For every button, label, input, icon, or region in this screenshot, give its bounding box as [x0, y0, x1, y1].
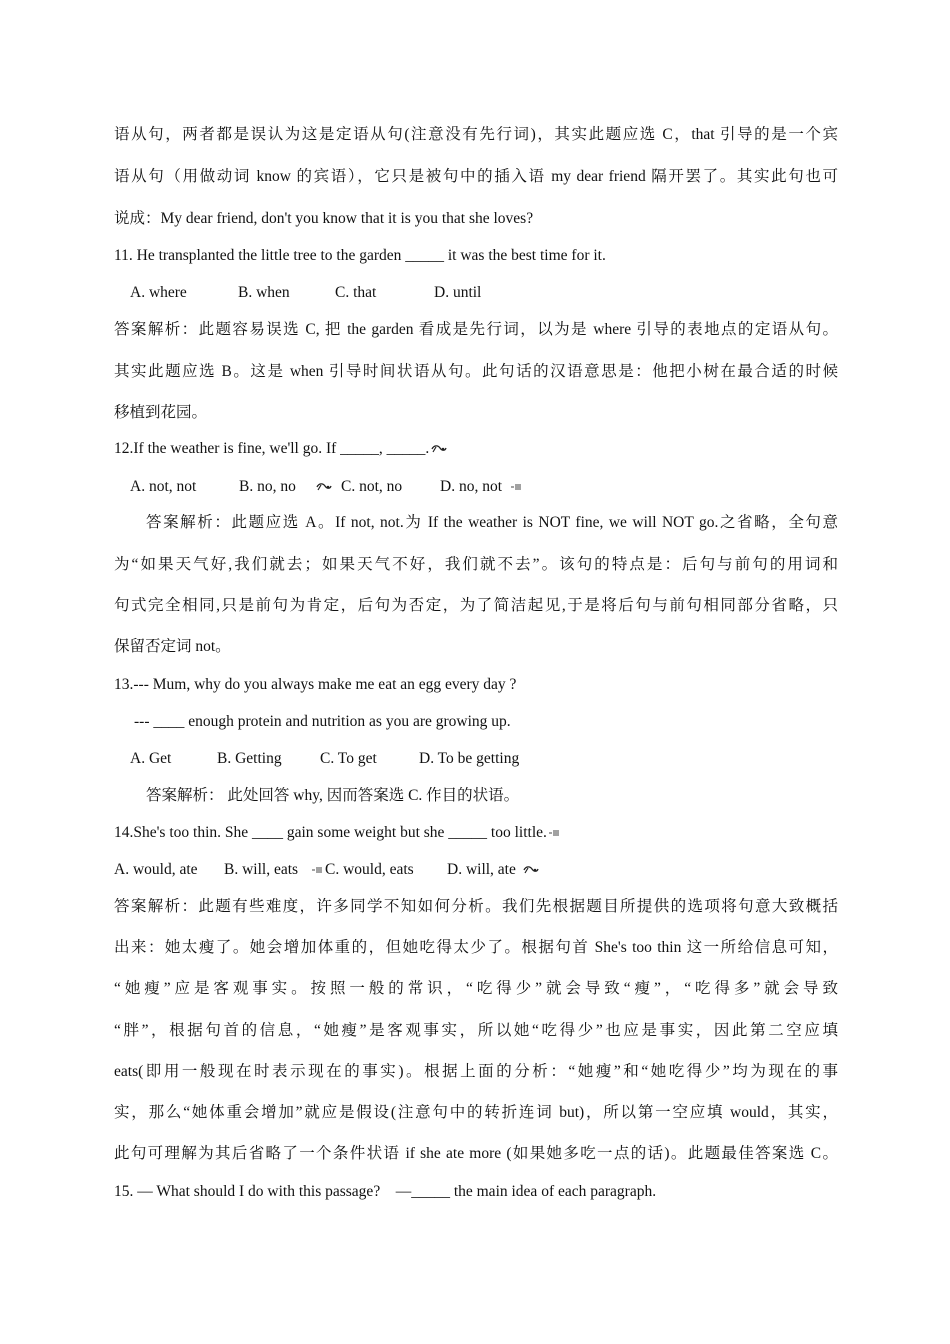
option-b: B. Getting — [217, 750, 282, 767]
analysis-line: “她瘦”应是客观事实。按照一般的常识，“吃得少”就会导致“瘦”，“吃得多”就会导致 — [114, 980, 838, 997]
analysis-line: “胖”，根据句首的信息，“她瘦”是客观事实，所以她“吃得少”也应是事实，因此第二空应填 — [114, 1022, 838, 1039]
question-13: 13.--- Mum, why do you always make me eat an egg every day ? — [114, 676, 517, 693]
analysis-line: 答案解析：此题容易误选 C, 把 the garden 看成是先行词，以为是 where 引导的表地点的定语从句。 — [114, 321, 838, 338]
question-14-text: 14.She's too thin. She ____ gain some weight but she _____ too little. — [114, 824, 547, 841]
analysis-line: 语从句（用做动词 know 的宾语），它只是被句中的插入语 my dear friend 隔开罢了。其实此句也可 — [114, 168, 838, 185]
analysis-line: 说成：My dear friend, don't you know that it is you that she loves? — [114, 210, 534, 227]
option-a: A. Get — [130, 750, 172, 767]
analysis-line: 实，那么“她体重会增加”就应是假设(注意句中的转折连词 but)，所以第一空应填 would，其实， — [114, 1104, 838, 1121]
option-a: A. not, not — [130, 478, 197, 495]
option-c: C. that — [335, 284, 377, 301]
handle-icon — [430, 443, 448, 455]
paragraph-mark-icon — [548, 828, 560, 838]
paragraph-mark-icon — [510, 482, 522, 492]
question-12-text: 12.If the weather is fine, we'll go. If _____, _____. — [114, 440, 430, 457]
option-b: B. will, eats — [224, 861, 299, 878]
analysis-line: 句式完全相同,只是前句为肯定，后句为否定，为了简洁起见,于是将后句与前句相同部分省略，只 — [114, 597, 838, 614]
option-c: C. would, eats — [325, 861, 414, 878]
analysis-line: 其实此题应选 B。这是 when 引导时间状语从句。此句话的汉语意思是：他把小树在最合适的时候 — [114, 363, 838, 380]
handle-icon — [522, 864, 540, 876]
analysis-line: eats(即用一般现在时表示现在的事实)。根据上面的分析：“她瘦”和“她吃得少”均为现在的事 — [114, 1063, 838, 1080]
option-a: A. would, ate — [114, 861, 198, 878]
analysis-line: 移植到花园。 — [114, 404, 208, 421]
analysis-line: 答案解析：此题有些难度，许多同学不知如何分析。我们先根据题目所提供的选项将句意大致概括 — [114, 898, 838, 915]
option-b: B. no, no — [239, 478, 296, 495]
question-12 — [114, 439, 838, 459]
analysis-line: 出来：她太瘦了。她会增加体重的，但她吃得太少了。根据句首 She's too thin 这一所给信息可知， — [114, 939, 838, 956]
analysis-line: 保留否定词 not。 — [114, 638, 231, 655]
option-d: D. until — [434, 284, 482, 301]
option-a: A. where — [130, 284, 187, 301]
option-d: D. no, not — [440, 478, 502, 495]
option-d: D. will, ate — [447, 861, 516, 878]
analysis-line: 语从句，两者都是误认为这是定语从句(注意没有先行词)，其实此题应选 C，that 引导的是一个宾 — [114, 126, 838, 143]
option-d: D. To be getting — [419, 750, 520, 767]
analysis-line: 答案解析：此题应选 A。If not, not.为 If the weather is NOT fine, we will NOT go.之省略，全句意 — [146, 514, 838, 531]
question-15: 15. — What should I do with this passage? —_____ the main idea of each paragraph. — [114, 1183, 657, 1200]
option-b: B. when — [238, 284, 290, 301]
analysis-line: 答案解析： 此处回答 why, 因而答案选 C. 作目的状语。 — [146, 787, 520, 804]
question-14 — [114, 823, 838, 843]
question-13-reply: --- ____ enough protein and nutrition as you are growing up. — [134, 713, 511, 730]
analysis-line: 为“如果天气好,我们就去；如果天气不好，我们就不去”。该句的特点是：后句与前句的用词和 — [114, 556, 838, 573]
question-11: 11. He transplanted the little tree to the garden _____ it was the best time for it. — [114, 247, 606, 264]
handle-icon — [315, 481, 333, 493]
option-c: C. To get — [320, 750, 377, 767]
option-c: C. not, no — [341, 478, 403, 495]
analysis-line: 此句可理解为其后省略了一个条件状语 if she ate more (如果她多吃一点的话)。此题最佳答案选 C。 — [114, 1145, 838, 1162]
paragraph-mark-icon — [311, 865, 323, 875]
